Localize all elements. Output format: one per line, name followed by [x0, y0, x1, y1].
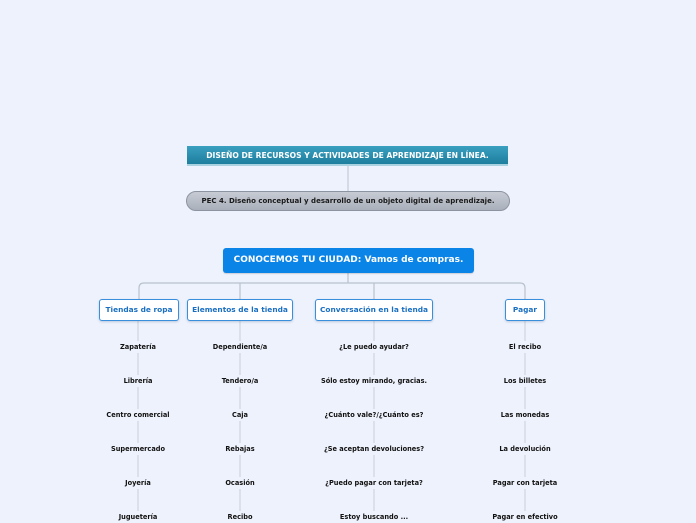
leaf-topic[interactable]: Rebajas [225, 445, 255, 453]
leaf-topic[interactable]: Estoy buscando ... [339, 513, 409, 521]
leaf-topic[interactable]: ¿Puedo pagar con tarjeta? [325, 479, 423, 487]
leaf-topic[interactable]: Juguetería [118, 513, 158, 521]
branch-elementos-de-la-tienda[interactable]: Elementos de la tienda [187, 299, 293, 321]
leaf-topic[interactable]: Sólo estoy mirando, gracias. [320, 377, 428, 385]
leaf-topic[interactable]: Pagar en efectivo [492, 513, 558, 521]
course-title: DISEÑO DE RECURSOS Y ACTIVIDADES DE APRENDIZAJE EN LÍNEA. [187, 146, 508, 166]
branch-conversacion-en-la-tienda[interactable]: Conversación en la tienda [315, 299, 433, 321]
leaf-topic[interactable]: Joyería [125, 479, 151, 487]
mindmap-root-topic[interactable]: CONOCEMOS TU CIUDAD: Vamos de compras. [223, 248, 474, 273]
leaf-topic[interactable]: ¿Le puedo ayudar? [339, 343, 409, 351]
branch-tiendas-de-ropa[interactable]: Tiendas de ropa [99, 299, 179, 321]
leaf-topic[interactable]: Supermercado [110, 445, 166, 453]
leaf-topic[interactable]: Las monedas [500, 411, 550, 419]
leaf-topic[interactable]: Pagar con tarjeta [492, 479, 558, 487]
leaf-topic[interactable]: ¿Cuánto vale?/¿Cuánto es? [324, 411, 424, 419]
leaf-topic[interactable]: Caja [232, 411, 248, 419]
branch-pagar[interactable]: Pagar [505, 299, 545, 321]
leaf-topic[interactable]: Centro comercial [106, 411, 170, 419]
leaf-topic[interactable]: Dependiente/a [212, 343, 268, 351]
leaf-topic[interactable]: La devolución [499, 445, 551, 453]
leaf-topic[interactable]: ¿Se aceptan devoluciones? [323, 445, 425, 453]
leaf-topic[interactable]: Tendero/a [221, 377, 259, 385]
leaf-topic[interactable]: Librería [123, 377, 153, 385]
assignment-subtitle: PEC 4. Diseño conceptual y desarrollo de un objeto digital de aprendizaje. [186, 191, 510, 211]
leaf-topic[interactable]: Recibo [227, 513, 253, 521]
leaf-topic[interactable]: Zapatería [120, 343, 156, 351]
leaf-topic[interactable]: Los billetes [503, 377, 547, 385]
leaf-topic[interactable]: El recibo [508, 343, 542, 351]
leaf-topic[interactable]: Ocasión [225, 479, 255, 487]
